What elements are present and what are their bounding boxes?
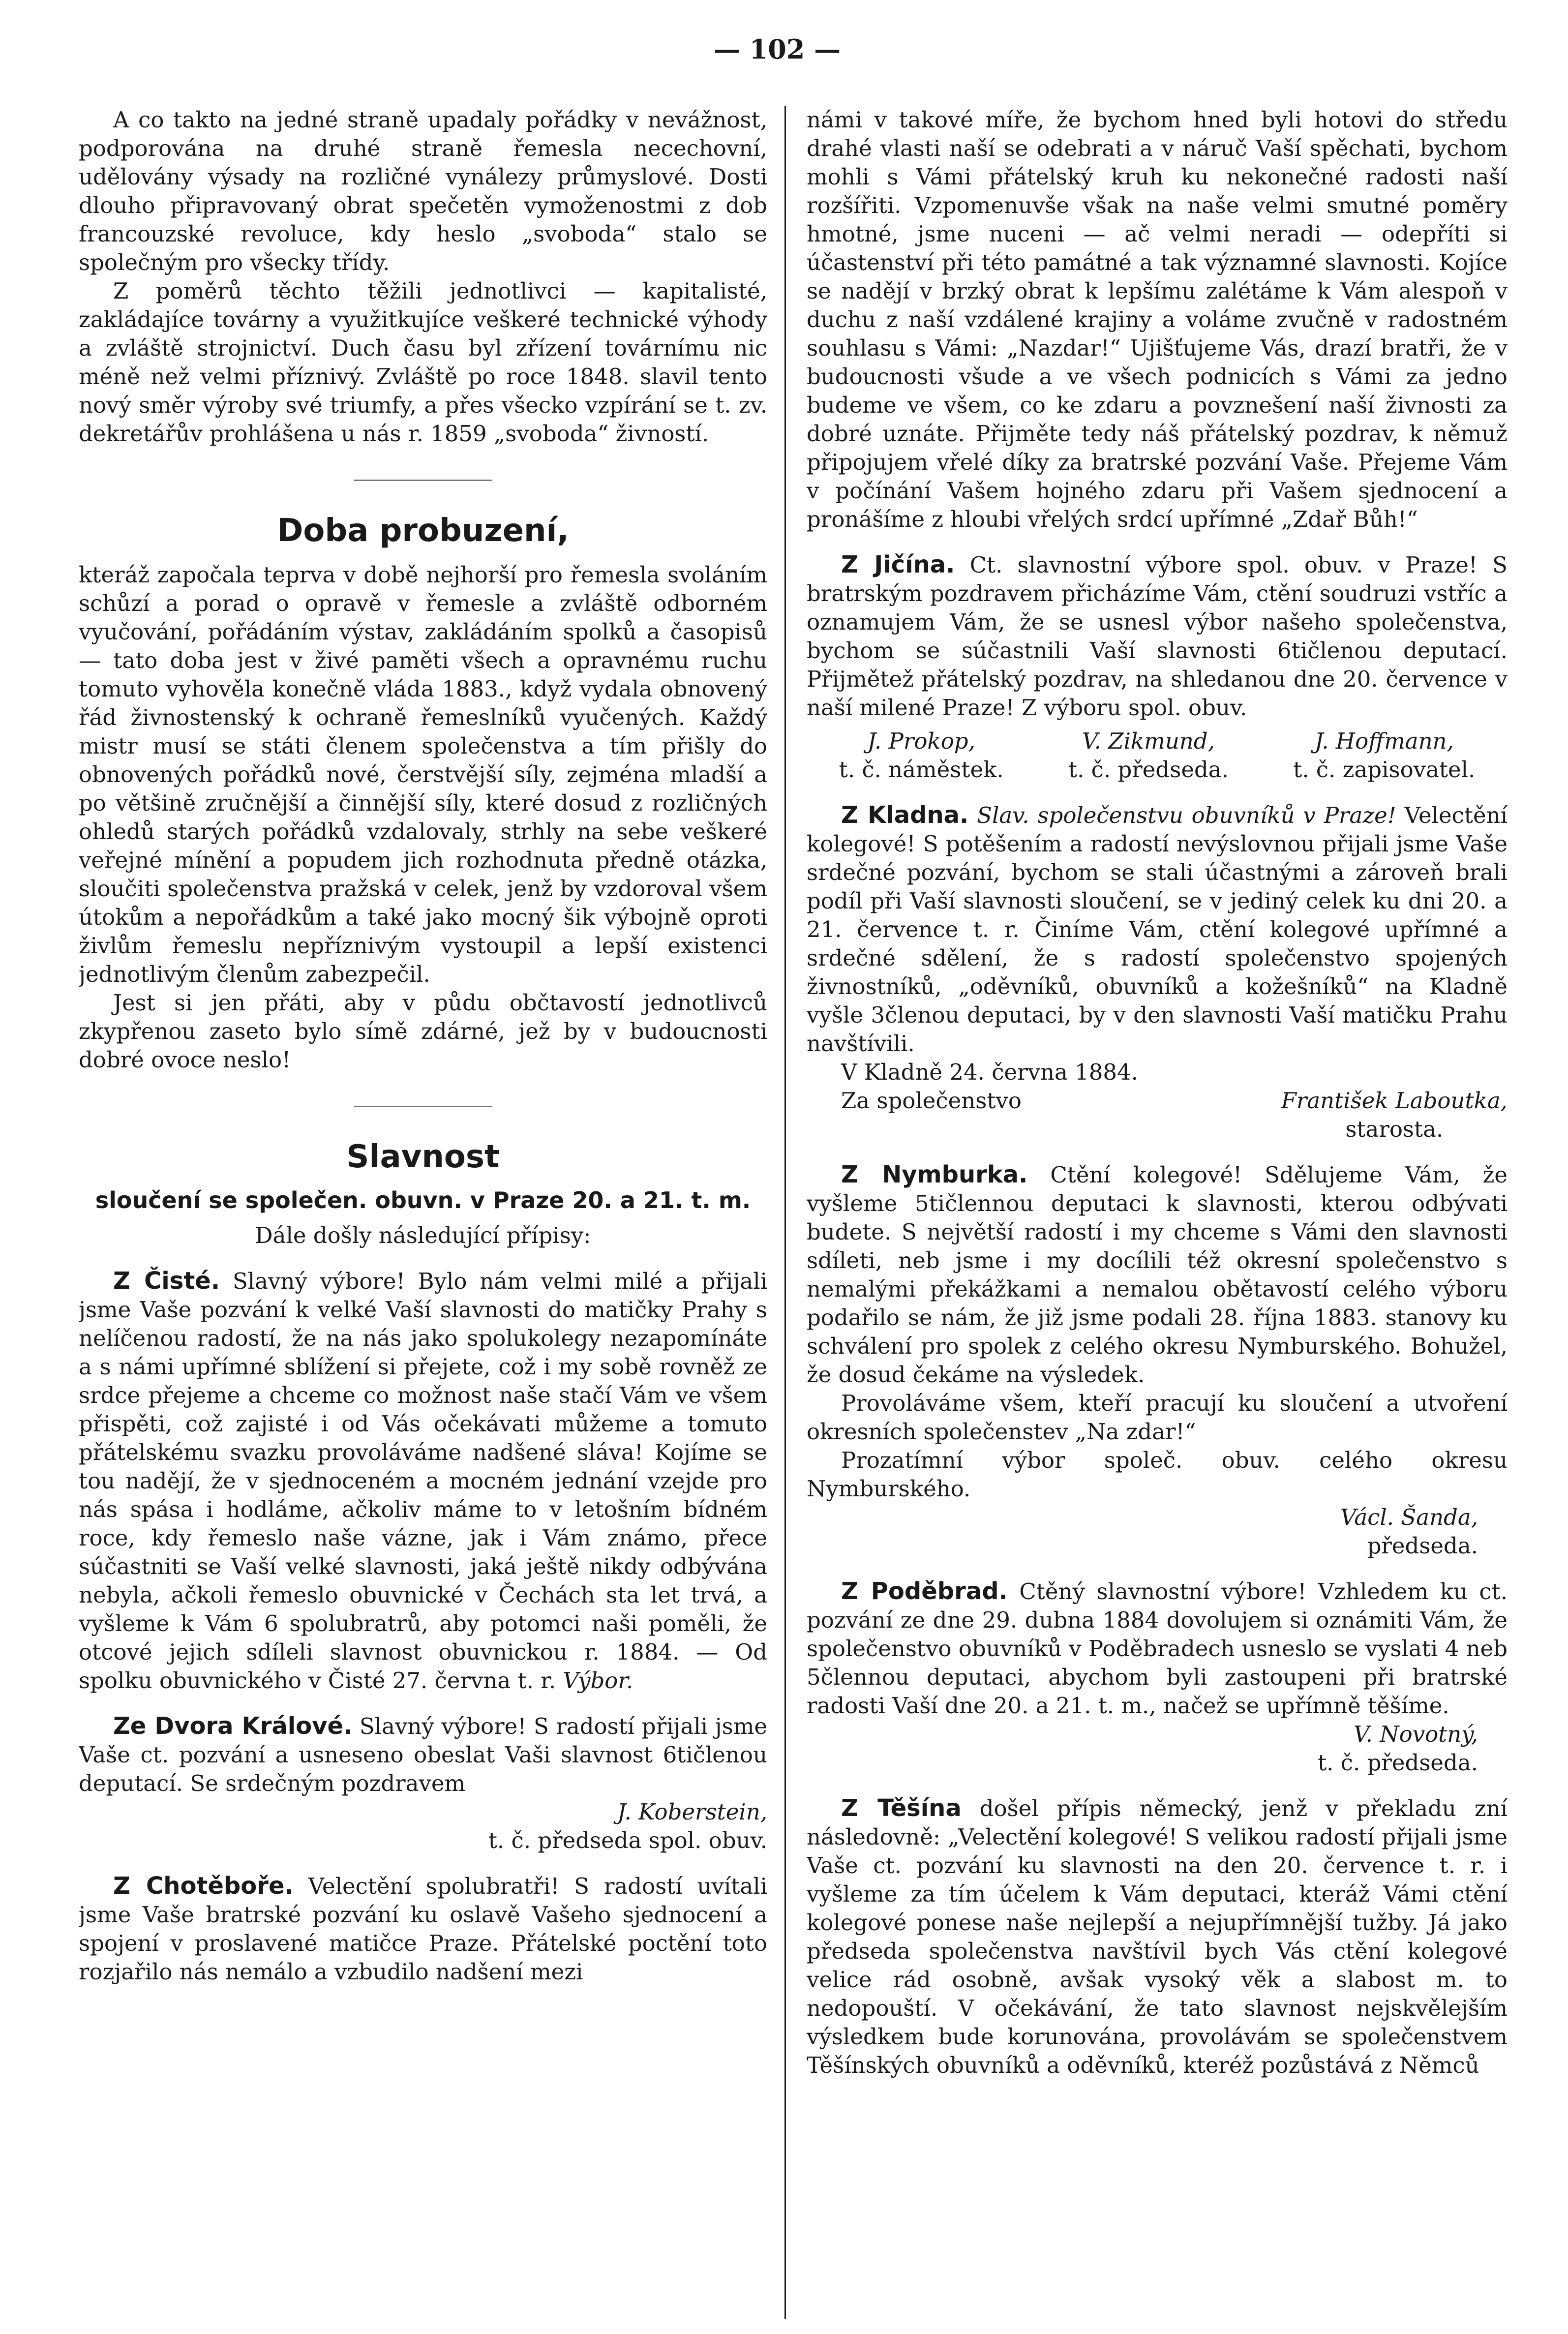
letter-lead-podebrady: Z Poděbrad. — [841, 1577, 1008, 1605]
letter-body-tesin: došel přípis německý, jenž v překladu zní následovně: „Velectění kolegové! S velikou radostí přijali jsme Vaše ct. pozvání ku slavnosti na den 20. července t. r. i vyšleme za tím účelem k Vám deputaci, kteráž Vámi ctění kolegové ponese naše nejlepší a nejupřímnější tužby. Já jako předseda společenstva navštívil bych Vás ctění kolegové velice rád osobně, avšak vysoký věk a slabost m. to nedopouští. V očekávání, že tato slavnost nejskvělejším výsledkem bude korunována, provolávám se společenstvem Těšínských obuvníků a oděvníků, kteréž pozůstává z Němců — [807, 1795, 1508, 2078]
column-divider — [784, 106, 786, 2319]
doba-paragraph-2: Jest si jen přáti, aby v půdu občtavostí jednotlivců zkypřenou zaseto bylo símě zdárné, jež by v budoucnosti dobré ovoce neslo! — [79, 990, 767, 1073]
letter-body-kladno: Velectění kolegové! S potěšením a radostí nevýslovnou přijali jsme Vaše srdečné pozvání, bychom se stali účastnými a zároveň brali podíl při Vaší slavnosti sloučení, se v jediný celek ku dni 20. a 21. července t. r. Činíme Vám, ctění kolegové upřímné a srdečné sdělení, že s radostí společenstvo spojených živnostníků, „oděvníků, obuvníků a kožešníků“ na Kladně vyšle 3členou deputaci, by v den slavnosti Vaší matičku Prahu navštívili. — [807, 802, 1508, 1057]
letter-lead-tesin: Z Těšína — [841, 1794, 962, 1822]
letter-lead-dvur: Ze Dvora Králové. — [113, 1712, 353, 1740]
subheading-slavnost: sloučení se společen. obuvn. v Praze 20. a 21. t. m. — [95, 1187, 751, 1213]
signature-row-kladno — [807, 1087, 1508, 1144]
letter-body-dvur: Slavný výbore! S radostí přijali jsme Vaše ct. pozvání a usneseno obeslat Vaši slavnost 6tičlenou deputací. Se srdečným pozdravem — [79, 1713, 767, 1796]
letter-tesin — [807, 1794, 1508, 2080]
letter-addressee-kladno: Slav. společenstvu obuvníků v Praze! — [977, 802, 1396, 828]
letter-paragraph2-nymburk: Provoláváme všem, kteří pracují ku sloučení a utvoření okresních společenstev „Na zdar!“ — [807, 1390, 1508, 1445]
letter-podebrady — [807, 1577, 1508, 1777]
signatures-jicin — [807, 727, 1508, 784]
letter-body-chotebor: Velectění spolubratři! S radostí uvítali jsme Vaše bratrské pozvání ku oslavě Vašeho sjednocení a spojení v proslavené matičce Praze. Přátelské poctění toto rozjařilo nás nemálo a vzbudilo nadšení mezi — [79, 1873, 767, 1985]
section-divider-rule — [354, 1106, 492, 1107]
page-number: — 102 — — [713, 33, 841, 65]
continuation-paragraph: námi v takové míře, že bychom hned byli hotovi do středu drahé vlasti naší se odebrati a v náruč Vaší spěchati, bychom mohli s Vámi přátelský kruh ku nekonečné radosti naší rozšířiti. Vzpomenuvše však na naše velmi smutné poměry hmotné, jsme nuceni — ač velmi neradi — odepříti si účastenství při této památné a tak významné slavnosti. Kojíce se nadějí v brzký obrat k lepšímu zalétáme k Vám alespoň v duchu z naší vzdálené krajiny a voláme zvučně v radostném souhlasu s Vámi: „Nazdar!“ Ujišťujeme Vás, drazí bratři, že v budoucnosti všude a ve všech podnicích s Vámi za jedno budeme ve všem, co ke zdaru a povznešení naší živnosti za dobré uznáte. Přijměte tedy náš přátelský pozdrav, k němuž připojujem vřelé díky za bratrské pozvání Vaše. Přejeme Vám v počínání Vašem hojného zdaru při Vašem sjednocení a pronášíme z hloubi vřelých srdcí upřímné „Zdař Bůh!“ — [807, 107, 1508, 532]
letter-lead-nymburk: Z Nymburka. — [841, 1161, 1028, 1188]
letter-body-ciste: Slavný výbore! Bylo nám velmi milé a přijali jsme Vaše pozvání k velké Vaší slavnosti do matičky Prahy s nelíčenou radostí, že na nás jako spolukolegy nezapomínáte a s námi upřímné sblížení si přejete, což i my sobě rovněž ze srdce přejeme a chceme co možnost naše stačí Vám ve všem přispěti, což zajisté i od Vás očekávati můžeme a tomuto přátelskému svazku provoláváme nadšené sláva! Kojíme se tou nadějí, že v sjednoceném a mocném jednání vzejde pro nás spása i hodláme, ačkoliv máme to v letošním bídném roce, kdy řemeslo naše vázne, jak i Vám známo, přece súčastniti se Vaší velké slavnosti, jaká ještě nikdy odbývána nebyla, ačkoli řemeslo obuvnické v Čechách sta let trvá, a vyšleme k Vám 6 spolubratrů, aby potomci naši poměli, že otcové jejich sdíleli slavnost obuvnickou r. 1884. — Od spolku obuvnického v Čisté 27. června t. r. — [79, 1268, 767, 1694]
signature-kladno — [1281, 1087, 1508, 1144]
signature-dvur — [79, 1798, 767, 1855]
section-divider-rule — [354, 480, 492, 481]
right-column — [807, 106, 1508, 2319]
signature-title-dvur: t. č. předseda spol. obuv. — [488, 1827, 767, 1853]
letter-body-podebrady: Ctěný slavnostní výbore! Vzhledem ku ct. pozvání ze dne 29. dubna 1884 dovolujem si oznámiti Vám, že společenstvo obuvníků v Poděbradech usneslo se vyslati 4 neb 5člennou deputaci, abychom byli zastoupeni při bratrské radosti Vaší dne 20. a 21. t. m., načež se upřímně těšíme. — [807, 1578, 1508, 1719]
letter-lead-chotebor: Z Chotěboře. — [113, 1872, 294, 1900]
signature-name-dvur: J. Koberstein, — [617, 1799, 767, 1825]
letter-date-kladno: V Kladně 24. června 1884. — [841, 1059, 1138, 1085]
letter-ciste — [79, 1267, 767, 1695]
signature-name-nymburk: Václ. Šanda, — [1340, 1504, 1478, 1530]
doba-paragraph-1: kteráž započala teprva v době nejhorší pro řemesla svoláním schůzí a porad o opravě v řemesle a zvláště odborném vyučování, pořádáním výstav, zakládáním spolků a časopisů — tato doba jest v živé paměti všech a opravnému ruchu tomuto vyhověla konečně vláda 1883., když vydala obnovený řád živnostenský k ochraně řemeslníků vyučených. Každý mistr musí se státi členem společenstva a tím přišly do obnovených pořádků nové, čerstvější síly, zejména mladší a po většině zručnější a činnější síly, které dosud z rozličných ohledů starých pořádků vzdalovaly, strhly na sebe veškeré veřejné mínění a popudem jich rozhodnuta předně otázka, sloučiti společenstva pražská v celek, jenž by vzdoroval všem útokům a nepořádkům a také jako mocný šik výbojně oproti živlům řemeslu nepříznivým vystoupil a lepší existenci jednotlivým členům zabezpečil. — [79, 562, 767, 987]
signature-podebrady — [807, 1720, 1508, 1777]
intro-letters: Dále došly následující přípisy: — [255, 1222, 591, 1248]
signature-title-zikmund: t. č. předseda. — [1068, 757, 1229, 783]
letter-jicin — [807, 550, 1508, 784]
letter-dvur-kralove — [79, 1712, 767, 1855]
intro-paragraph-1: A co takto na jedné straně upadaly pořádky v nevážnost, podporována na druhé straně řemesla necechovní, udělovány výsady na rozličné vynálezy průmyslové. Dosti dlouho připravovaný obrat spečetěn vymoženostmi z dob francouzské revoluce, kdy heslo „svoboda“ stalo se společným pro všecky třídy. — [79, 107, 767, 275]
signature-title-kladno: starosta. — [1345, 1116, 1444, 1142]
signature-title-podebrady: t. č. předseda. — [1318, 1750, 1478, 1776]
signature-name-hoffmann: J. Hoffmann, — [1314, 728, 1454, 754]
heading-slavnost: Slavnost — [346, 1139, 500, 1175]
letter-nymburk — [807, 1160, 1508, 1560]
signature-nymburk — [807, 1503, 1508, 1560]
signature-hoffmann — [1293, 727, 1475, 784]
signature-label-kladno: Za společenstvo — [841, 1088, 1022, 1114]
left-column — [79, 106, 767, 2319]
heading-doba-probuzeni: Doba probuzení, — [277, 513, 569, 549]
letter-lead-ciste: Z Čisté. — [113, 1267, 220, 1295]
signature-name-zikmund: V. Zikmund, — [1082, 728, 1215, 754]
signature-name-prokop: J. Prokop, — [867, 728, 975, 754]
signature-prokop — [839, 727, 1004, 784]
intro-paragraph-2: Z poměrů těchto těžili jednotlivci — kapitalisté, zakládajíce továrny a využitkujíce veškeré technické výhody a zvláště strojnictví. Duch času byl zřízení továrnímu nic méně než velmi příznivý. Zvláště po roce 1848. slavil tento nový směr výroby své triumfy, a přes všecko vzpírání se t. zv. dekretářův prohlášena u nás r. 1859 „svoboda“ živností. — [79, 278, 767, 447]
signature-name-podebrady: V. Novotný, — [1353, 1721, 1478, 1747]
letter-body-jicin: Ct. slavnostní výbore spol. obuv. v Praze! S bratrským pozdravem přicházíme Vám, ctění soudruzi vstříc a oznamujem Vám, že se usnesl výbor našeho společenstva, bychom se súčastnili Vaší slavnosti 6tičlenou deputací. Přijmětež přátelský pozdrav, na shledanou dne 20. července v naší milené Praze! Z výboru spol. obuv. — [807, 552, 1508, 721]
signature-title-nymburk: předseda. — [1367, 1533, 1478, 1559]
letter-paragraph3-nymburk: Prozatímní výbor společ. obuv. celého okresu Nymburského. — [807, 1447, 1508, 1502]
letter-body-nymburk: Ctění kolegové! Sdělujeme Vám, že vyšleme 5tičlennou deputaci k slavnosti, kterou odbývati budete. S největší radostí i my chceme s Vámi den slavnosti sdíleti, neb jsme i my docílili též okresní společenstvo s nemalými překážkami a nemalou obětavostí celého výboru podařilo se nám, že již jsme podali 28. října 1883. stanovy ku schválení pro spolek z celého okresu Nymburského. Bohužel, že dosud čekáme na výsledek. — [807, 1162, 1508, 1388]
letter-sign-ciste: Výbor. — [563, 1667, 633, 1694]
signature-title-prokop: t. č. náměstek. — [839, 757, 1004, 783]
signature-title-hoffmann: t. č. zapisovatel. — [1293, 757, 1476, 783]
signature-name-kladno: František Laboutka, — [1281, 1088, 1508, 1114]
letter-lead-kladno: Z Kladna. — [841, 801, 969, 829]
letter-lead-jicin: Z Jičína. — [841, 551, 955, 578]
letter-chotebor — [79, 1872, 767, 1986]
signature-zikmund — [1068, 727, 1229, 784]
letter-kladno — [807, 801, 1508, 1144]
